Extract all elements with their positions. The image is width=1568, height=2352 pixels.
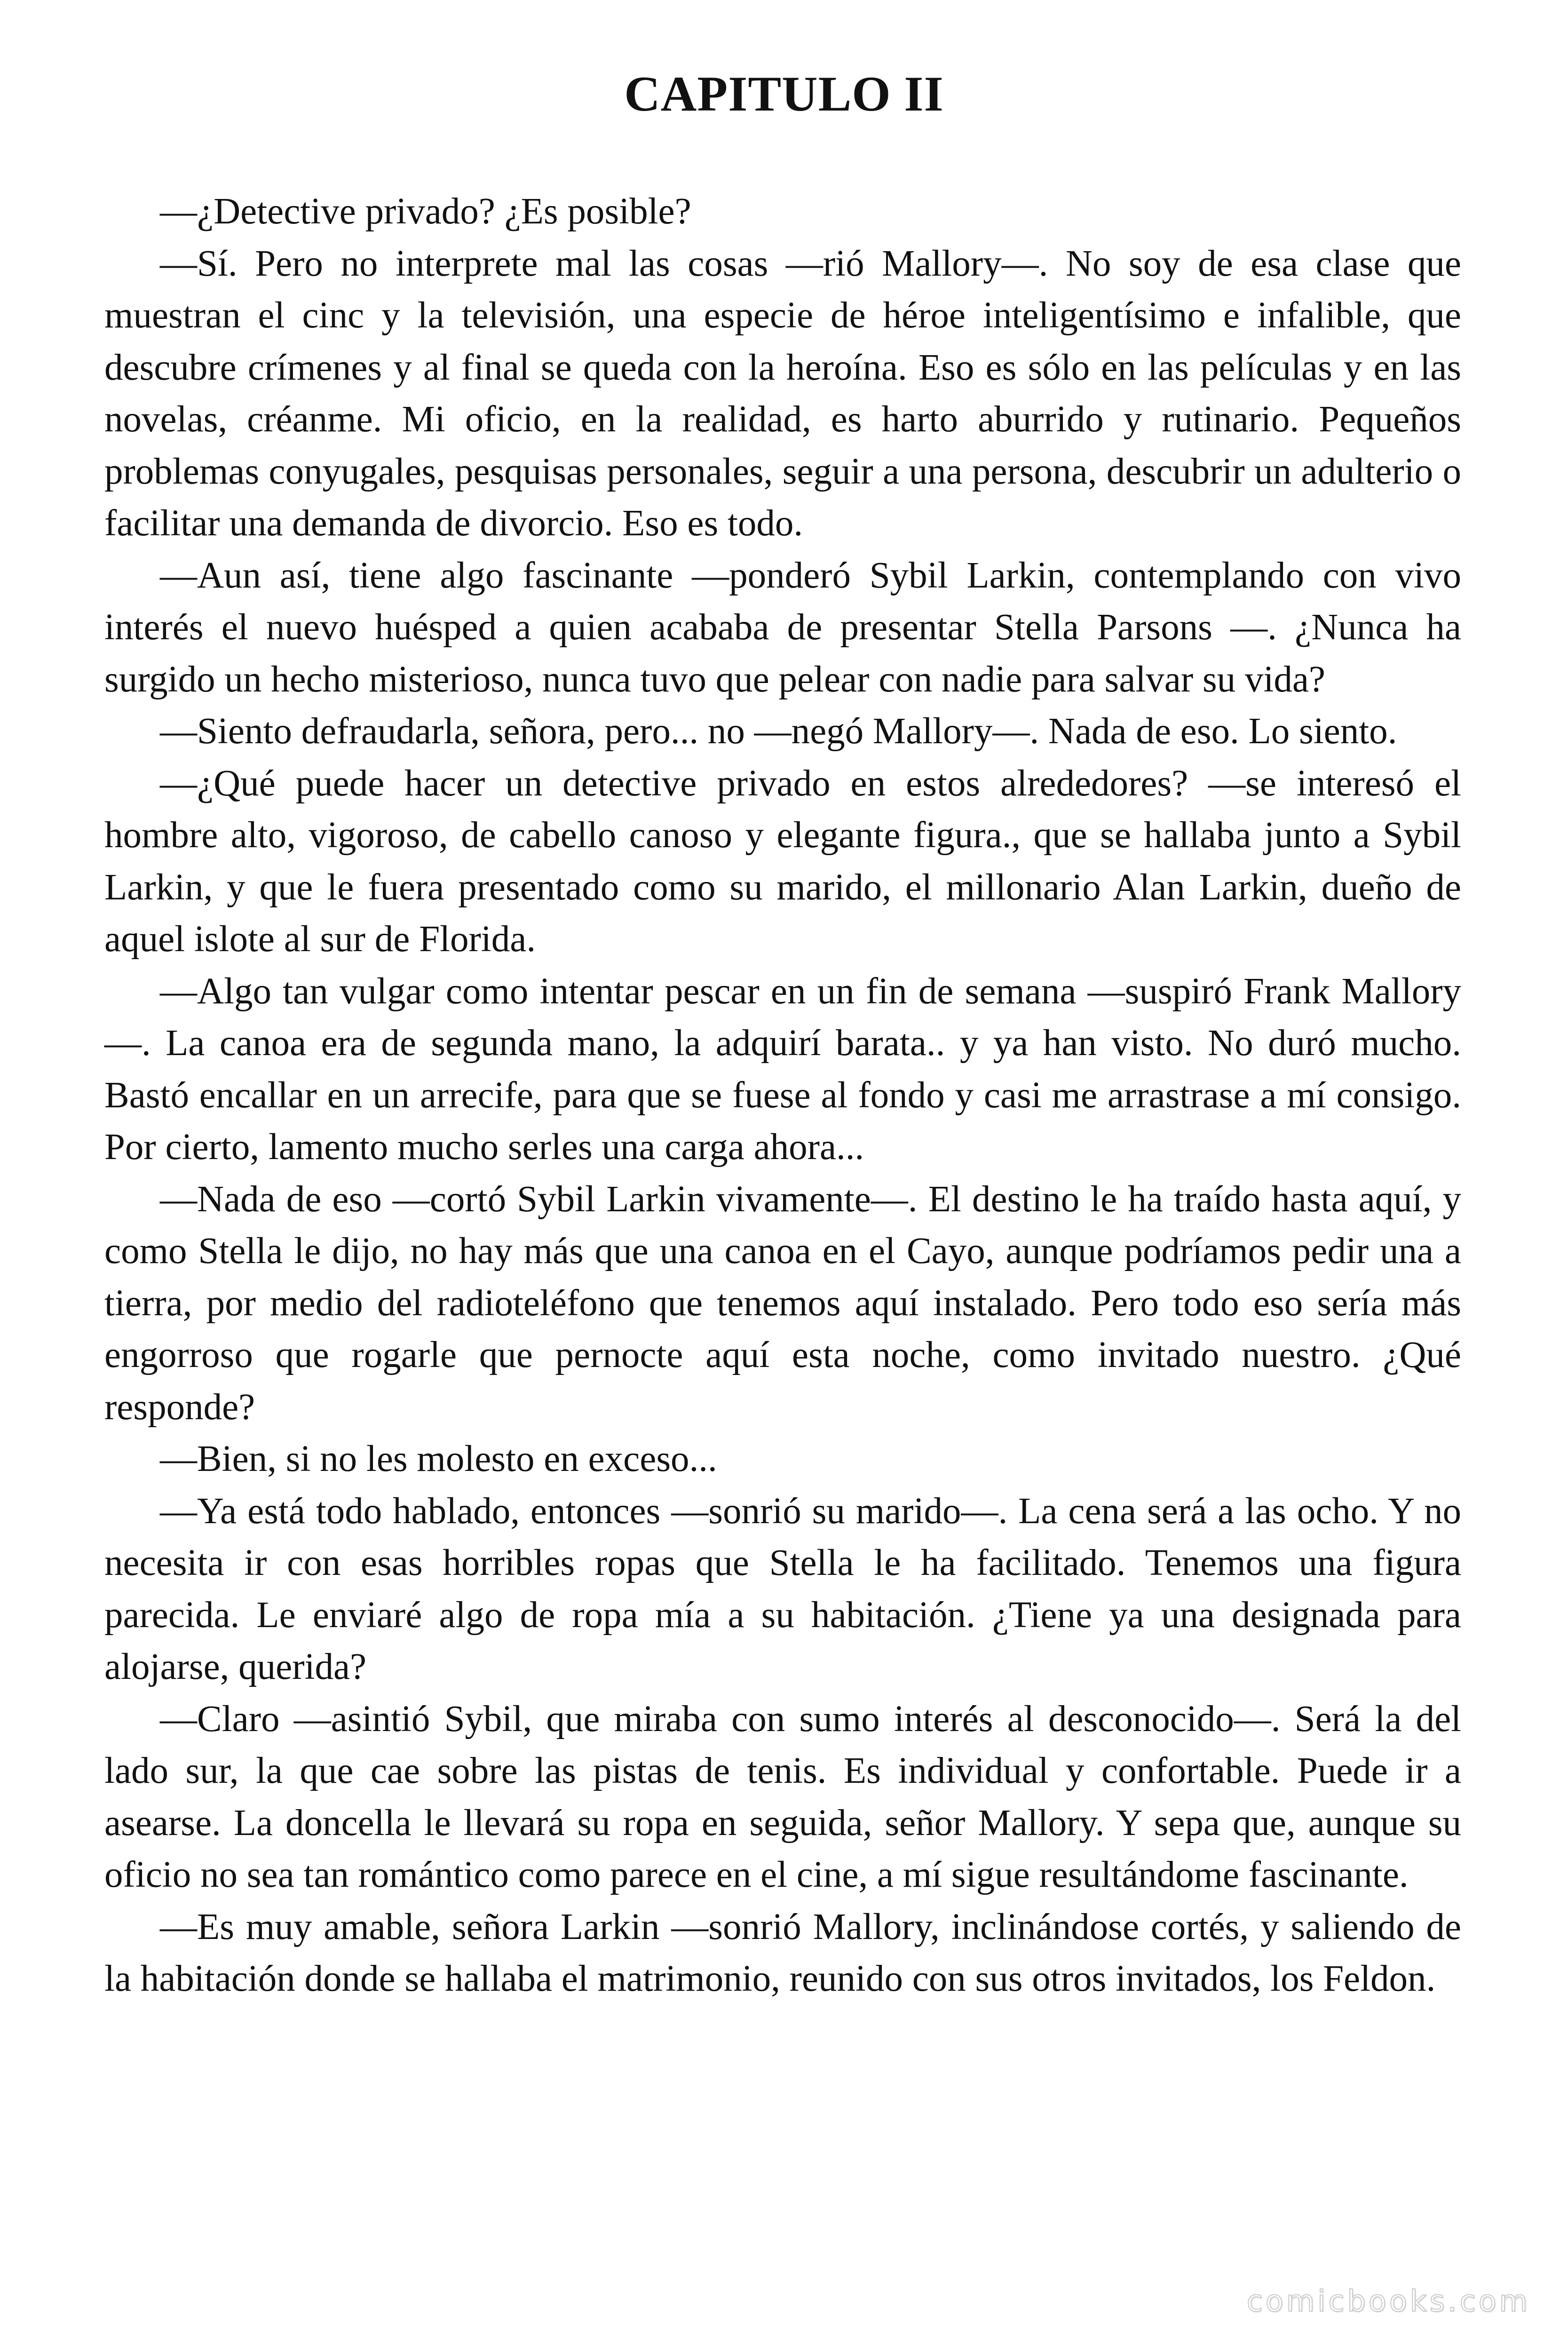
paragraph: —Siento defraudarla, señora, pero... no —negó Mallory—. Nada de eso. Lo siento. <box>160 711 1397 752</box>
paragraph: —Ya está todo hablado, entonces —sonrió su marido—. La cena será a las ocho. Y no necesita ir con esas horribles ropas que Stella le ha facilitado. Tenemos una figura parecida. Le enviaré algo de ropa mía a su habitación. ¿Tiene ya una designada para alojarse, querida? <box>104 1490 1461 1687</box>
watermark: comicbooks.com <box>1246 2284 1530 2318</box>
paragraph: —Aun así, tiene algo fascinante —ponderó Sybil Larkin, contemplando con vivo interés el nuevo huésped a quien acababa de presentar Stella Parsons —. ¿Nunca ha surgido un hecho misterioso, nunca tuvo que pelear con nadie para salvar su vida? <box>104 555 1461 700</box>
paragraph: —¿Detective privado? ¿Es posible? <box>160 191 691 232</box>
paragraph: —Bien, si no les molesto en exceso... <box>160 1438 717 1479</box>
chapter-title: CAPITULO II <box>624 66 944 121</box>
paragraph: —Nada de eso —cortó Sybil Larkin vivamente—. El destino le ha traído hasta aquí, y como Stella le dijo, no hay más que una canoa en el Cayo, aunque podríamos pedir una a tierra, por medio del radioteléfono que tenemos aquí instalado. Pero todo eso sería más engorroso que rogarle que pernocte aquí esta noche, como invitado nuestro. ¿Qué responde? <box>104 1178 1461 1428</box>
paragraph: —Sí. Pero no interprete mal las cosas —rió Mallory—. No soy de esa clase que muestran el cinc y la televisión, una especie de héroe inteligentísimo e infalible, que descubre crímenes y al final se queda con la heroína. Eso es sólo en las películas y en las novelas, créanme. Mi oficio, en la realidad, es harto aburrido y rutinario. Pequeños problemas conyugales, pesquisas personales, seguir a una persona, descubrir un adulterio o facilitar una demanda de divorcio. Eso es todo. <box>104 243 1461 544</box>
chapter-body <box>104 186 1461 2005</box>
paragraph: —Claro —asintió Sybil, que miraba con sumo interés al desconocido—. Será la del lado sur, la que cae sobre las pistas de tenis. Es individual y confortable. Puede ir a asearse. La doncella le llevará su ropa en seguida, señor Mallory. Y sepa que, aunque su oficio no sea tan romántico como parece en el cine, a mí sigue resultándome fascinante. <box>104 1698 1461 1895</box>
paragraph: —Algo tan vulgar como intentar pescar en un fin de semana —suspiró Frank Mallory—. La canoa era de segunda mano, la adquirí barata.. y ya han visto. No duró mucho. Bastó encallar en un arrecife, para que se fuese al fondo y casi me arrastrase a mí consigo. Por cierto, lamento mucho serles una carga ahora... <box>104 970 1461 1168</box>
paragraph: —¿Qué puede hacer un detective privado en estos alrededores? —se interesó el hombre alto, vigoroso, de cabello canoso y elegante figura., que se hallaba junto a Sybil Larkin, y que le fuera presentado como su marido, el millonario Alan Larkin, dueño de aquel islote al sur de Florida. <box>104 763 1461 960</box>
paragraph: —Es muy amable, señora Larkin —sonrió Mallory, inclinándose cortés, y saliendo de la habitación donde se hallaba el matrimonio, reunido con sus otros invitados, los Feldon. <box>104 1906 1461 1999</box>
